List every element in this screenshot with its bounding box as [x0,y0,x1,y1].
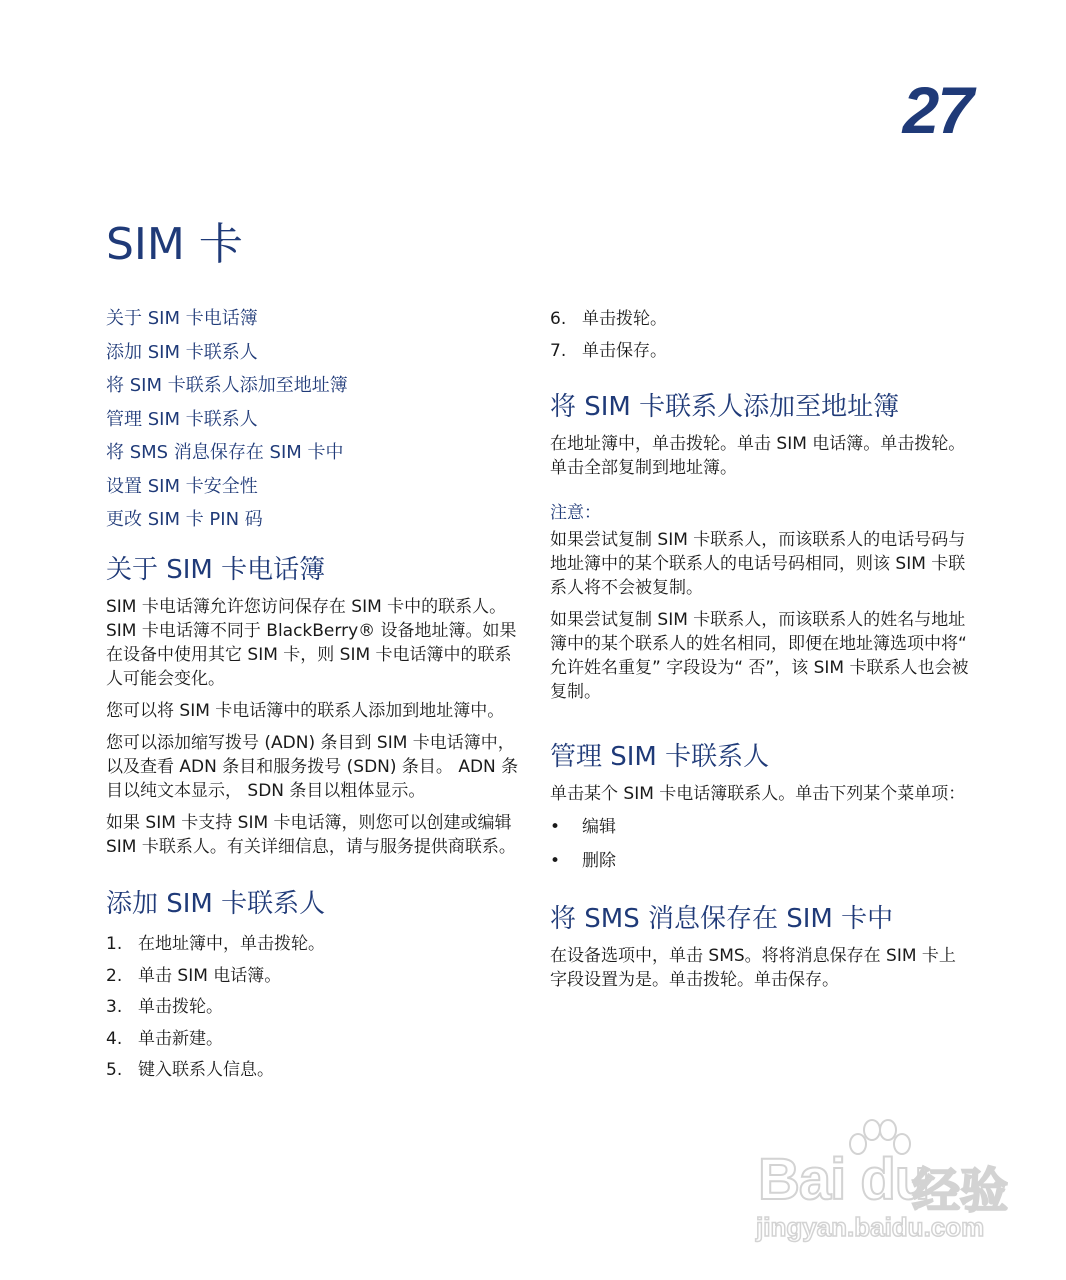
toc-link-security[interactable]: 设置 SIM 卡安全性 [106,475,258,497]
step-item [550,308,970,330]
bullet-item [550,816,970,838]
right-column [550,308,970,1000]
toc-link-about[interactable]: 关于 SIM 卡电话簿 [106,308,258,329]
note-paragraph: 如果尝试复制 SIM 卡联系人，而该联系人的姓名与地址簿中的某个联系人的姓名相同，即便在地址簿选项中将“ 允许姓名重复” 字段设为“ 否”，该 SIM 卡联系人也会被复制。 [550,609,969,702]
watermark-brand: Bai du [758,1147,930,1212]
paragraph: 在地址簿中，单击拨轮。单击 SIM 电话簿。单击拨轮。单击全部复制到地址簿。 [550,433,966,478]
step-text: 单击拨轮。 [582,309,667,329]
bullet-text: 删除 [582,850,616,871]
toc-link-manage[interactable]: 管理 SIM 卡联系人 [106,408,258,430]
step-text: 在地址簿中，单击拨轮。 [138,934,325,954]
step-number: 4. [106,1028,123,1049]
bullet-item [550,850,970,872]
toc-link-copy-to-addressbook[interactable]: 将 SIM 卡联系人添加至地址簿 [106,375,348,396]
note-label: 注意： [550,502,601,523]
baidu-watermark [752,1118,1012,1258]
menu-items-list [550,816,970,872]
step-item [106,933,526,955]
bullet-text: 编辑 [582,816,616,837]
bullet-icon: • [550,850,561,871]
step-number: 1. [106,934,123,954]
paragraph: 单击某个 SIM 卡电话簿联系人。单击下列某个菜单项： [550,783,966,804]
section-copy-to-addressbook [550,390,970,704]
section-heading: 将 SMS 消息保存在 SIM 卡中 [550,903,894,934]
watermark-product: 经验 [912,1163,1009,1219]
steps-list [106,933,526,1081]
step-number: 7. [550,340,567,361]
step-text: 键入联系人信息。 [138,1060,274,1080]
note-paragraph: 如果尝试复制 SIM 卡联系人，而该联系人的电话号码与地址簿中的某个联系人的电话号码相同，则该 SIM 卡联系人将不会被复制。 [550,529,966,598]
chapter-toc [106,308,526,531]
section-heading: 管理 SIM 卡联系人 [550,741,770,772]
step-text: 单击拨轮。 [138,997,223,1017]
step-number: 6. [550,309,567,329]
toc-link-pin[interactable]: 更改 SIM 卡 PIN 码 [106,509,263,530]
bullet-icon: • [550,816,561,837]
section-about [106,553,526,859]
paragraph: 在设备选项中，单击 SMS。将将消息保存在 SIM 卡上字段设置为是。单击拨轮。单击保存。 [550,945,956,990]
step-item [550,340,970,362]
section-add-contact [106,887,526,1081]
step-item [106,1028,526,1050]
paragraph: 您可以将 SIM 卡电话簿中的联系人添加到地址簿中。 [106,701,505,721]
section-manage [550,740,970,872]
paragraph: SIM 卡电话簿允许您访问保存在 SIM 卡中的联系人。 SIM 卡电话簿不同于 BlackBerry® 设备地址簿。如果在设备中使用其它 SIM 卡，则 SIM 卡电话簿中的联系人可能会变化。 [106,597,517,689]
step-item [106,1059,526,1081]
step-item [106,996,526,1018]
step-number: 5. [106,1060,123,1080]
left-column [106,308,526,1091]
step-item [106,965,526,987]
section-sms [550,902,970,992]
section-heading: 将 SIM 卡联系人添加至地址簿 [550,391,900,422]
step-number: 2. [106,965,123,986]
step-number: 3. [106,997,123,1017]
toc-link-sms[interactable]: 将 SMS 消息保存在 SIM 卡中 [106,442,344,463]
paragraph: 您可以添加缩写拨号 (ADN) 条目到 SIM 卡电话簿中，以及查看 ADN 条目和服务拨号 (SDN) 条目。 ADN 条目以纯文本显示， SDN 条目以粗体显示。 [106,733,519,801]
step-text: 单击保存。 [582,340,667,361]
page-title: SIM 卡 [106,219,243,270]
steps-list-continued [550,308,970,362]
chapter-number: 27 [902,73,972,147]
step-text: 单击 SIM 电话簿。 [138,965,282,986]
section-heading: 关于 SIM 卡电话簿 [106,555,326,585]
section-heading: 添加 SIM 卡联系人 [106,889,326,919]
toc-link-add-contact[interactable]: 添加 SIM 卡联系人 [106,341,258,363]
paragraph: 如果 SIM 卡支持 SIM 卡电话簿，则您可以创建或编辑 SIM 卡联系人。有关详细信息，请与服务提供商联系。 [106,813,516,857]
watermark-url: jingyan.baidu.com [756,1212,985,1242]
step-text: 单击新建。 [138,1028,223,1049]
